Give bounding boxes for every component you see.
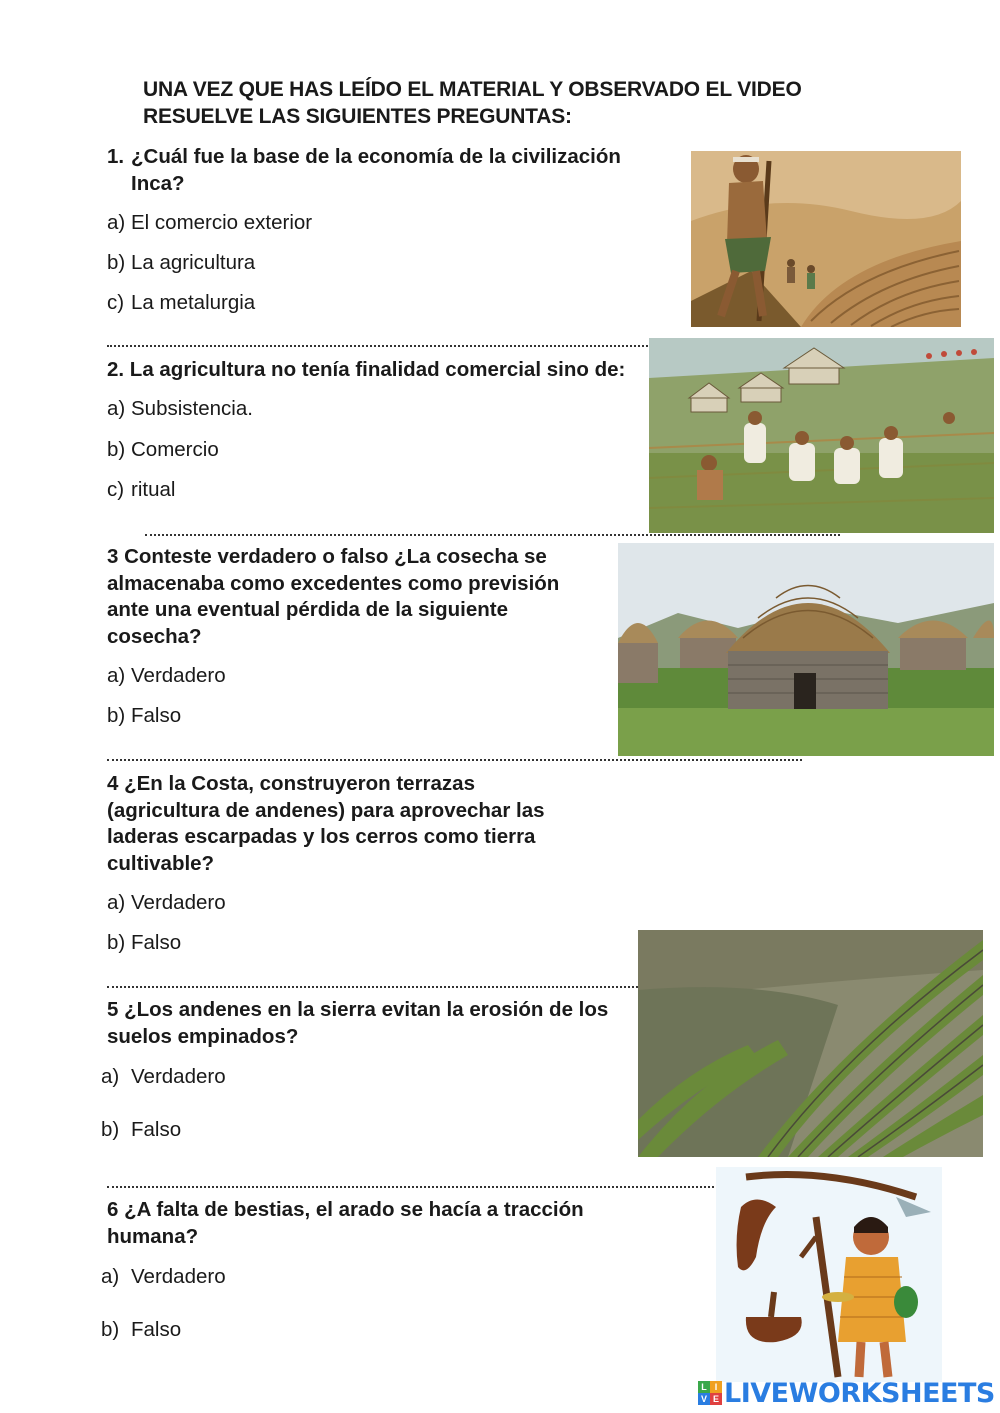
divider bbox=[145, 534, 840, 536]
q5-option-b[interactable] bbox=[101, 1117, 181, 1143]
q4-option-b[interactable] bbox=[107, 930, 181, 956]
question-5-line-2: suelos empinados? bbox=[107, 1024, 299, 1048]
q1-option-c[interactable] bbox=[107, 290, 255, 316]
question-3-line-4: cosecha? bbox=[107, 624, 202, 648]
round-storehouses-image bbox=[618, 543, 994, 756]
question-6-line-2: humana? bbox=[107, 1224, 199, 1248]
option-text: Verdadero bbox=[131, 891, 226, 914]
question-2: 2. La agricultura no tenía finalidad comercial sino de: bbox=[107, 358, 626, 381]
question-4-line-1: 4 ¿En la Costa, construyeron terrazas bbox=[107, 772, 475, 795]
question-4-line-2: (agricultura de andenes) para aprovechar las bbox=[107, 798, 545, 822]
option-text: Falso bbox=[131, 704, 182, 727]
question-3-line-2: almacenaba como excedentes como previsión bbox=[107, 571, 560, 595]
option-text: Verdadero bbox=[131, 1265, 226, 1288]
q4-option-a[interactable] bbox=[107, 890, 226, 916]
question-6 bbox=[107, 1197, 627, 1250]
option-text: Verdadero bbox=[131, 1065, 226, 1088]
option-letter: a) bbox=[101, 1265, 120, 1288]
option-text: Falso bbox=[131, 1318, 182, 1341]
option-letter: b) bbox=[101, 1318, 120, 1341]
option-text: Falso bbox=[131, 931, 182, 954]
question-1-number: 1. bbox=[107, 145, 125, 168]
option-letter: a) bbox=[107, 891, 126, 914]
option-letter: a) bbox=[107, 664, 126, 687]
farmers-harvesting-image bbox=[649, 338, 994, 533]
liveworksheets-logo-icon: L I V E bbox=[698, 1381, 722, 1405]
question-3-line-1: 3 Conteste verdadero o falso ¿La cosecha se bbox=[107, 545, 547, 568]
question-3-line-3: ante una eventual pérdida de la siguiente bbox=[107, 598, 508, 621]
q3-option-a[interactable] bbox=[107, 663, 226, 689]
option-letter: b) bbox=[107, 931, 126, 954]
chaquitaclla-tools-image bbox=[716, 1167, 942, 1382]
option-text: Falso bbox=[131, 1118, 182, 1141]
option-letter: b) bbox=[107, 438, 126, 461]
q1-option-b[interactable] bbox=[107, 250, 255, 276]
option-text: La agricultura bbox=[131, 251, 256, 274]
q5-option-a[interactable] bbox=[101, 1064, 226, 1090]
divider bbox=[107, 1186, 802, 1188]
andenes-terraces-image bbox=[638, 930, 983, 1157]
liveworksheets-brand bbox=[698, 1378, 994, 1408]
divider bbox=[107, 759, 802, 761]
liveworksheets-wordmark: LIVEWORKSHEETS bbox=[724, 1377, 995, 1409]
question-1-line-2: Inca? bbox=[131, 171, 185, 195]
question-1-line-1: ¿Cuál fue la base de la economía de la civilización bbox=[131, 145, 621, 168]
option-text: Verdadero bbox=[131, 664, 226, 687]
question-1 bbox=[107, 144, 667, 197]
option-letter: b) bbox=[107, 704, 126, 727]
q6-option-b[interactable] bbox=[101, 1317, 181, 1343]
option-text: Comercio bbox=[131, 438, 219, 461]
option-letter: a) bbox=[107, 211, 126, 234]
question-3 bbox=[107, 544, 607, 650]
question-4 bbox=[107, 771, 607, 877]
option-letter: b) bbox=[101, 1118, 120, 1141]
question-4-line-3: laderas escarpadas y los cerros como tierra bbox=[107, 825, 536, 848]
instructions-line-1: UNA VEZ QUE HAS LEÍDO EL MATERIAL Y OBSERVADO EL VIDEO bbox=[143, 78, 802, 101]
option-text: La metalurgia bbox=[131, 291, 256, 314]
option-letter: c) bbox=[107, 478, 125, 501]
q2-option-b[interactable] bbox=[107, 437, 219, 463]
q2-option-c[interactable] bbox=[107, 477, 175, 503]
q3-option-b[interactable] bbox=[107, 703, 181, 729]
q1-option-a[interactable] bbox=[107, 210, 312, 236]
instructions-line-2: RESUELVE LAS SIGUIENTES PREGUNTAS: bbox=[143, 105, 572, 128]
question-4-line-4: cultivable? bbox=[107, 851, 215, 875]
question-5-line-1: 5 ¿Los andenes en la sierra evitan la erosión de los bbox=[107, 998, 609, 1021]
option-text: ritual bbox=[131, 478, 176, 501]
q2-option-a[interactable] bbox=[107, 396, 253, 422]
option-letter: b) bbox=[107, 251, 126, 274]
option-text: Subsistencia. bbox=[131, 397, 253, 420]
option-text: El comercio exterior bbox=[131, 211, 313, 234]
inca-farmer-terraces-image bbox=[691, 151, 961, 327]
option-letter: c) bbox=[107, 291, 125, 314]
q6-option-a[interactable] bbox=[101, 1264, 226, 1290]
option-letter: a) bbox=[101, 1065, 120, 1088]
option-letter: a) bbox=[107, 397, 126, 420]
question-6-line-1: 6 ¿A falta de bestias, el arado se hacía a tracción bbox=[107, 1198, 584, 1221]
question-5 bbox=[107, 997, 637, 1050]
worksheet-instructions bbox=[143, 76, 843, 130]
